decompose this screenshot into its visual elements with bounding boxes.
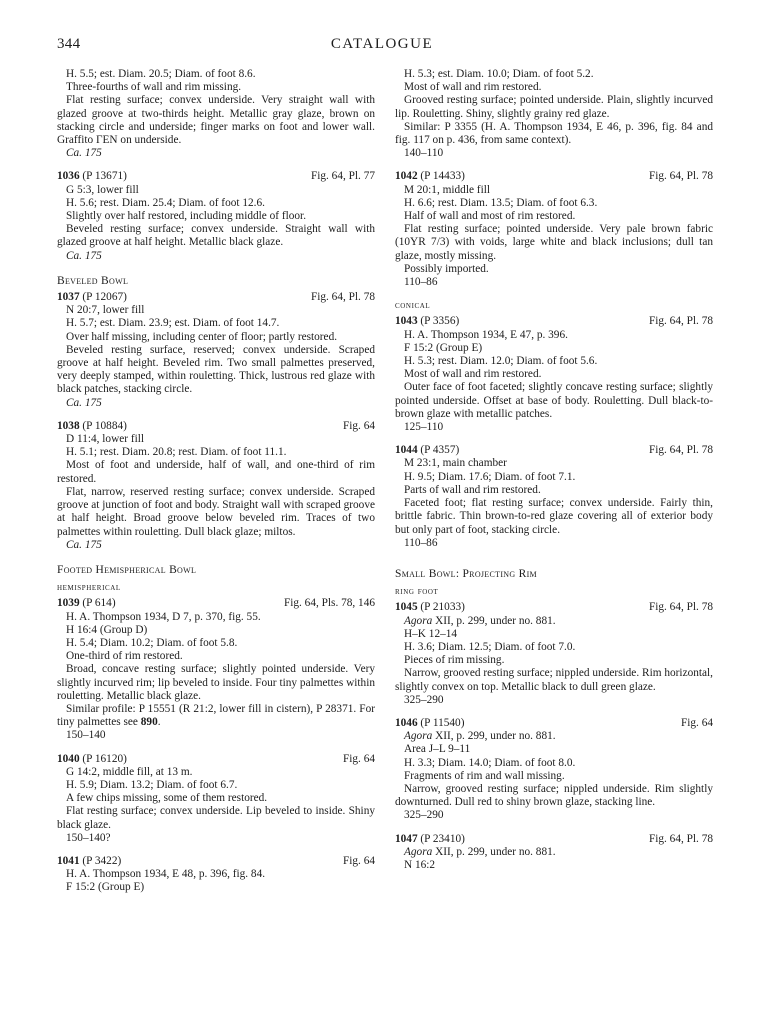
entry-date: 325–290 <box>404 693 444 706</box>
inventory-number: (P 11540) <box>420 716 465 729</box>
catalogue-entry-1045 <box>395 601 713 707</box>
figure-reference: Fig. 64, Pl. 77 <box>310 170 375 183</box>
entry-line: Area J–L 9–11 <box>404 743 471 756</box>
entry-date: 140–110 <box>404 147 444 160</box>
continued-entry <box>395 68 713 160</box>
entry-line: H. 5.3; rest. Diam. 12.0; Diam. of foot 5.6. <box>404 355 598 368</box>
entry-description: Outer face of foot faceted; slightly concave resting surface; slightly pointed underside. Offset at base of body. Rouletting. Dull black-to-brown glaze with metallic patches. <box>395 381 713 420</box>
entry-description: Grooved resting surface; pointed underside. Plain, slightly incurved lip. Rouletting. Shiny, slightly grainy red glaze. <box>395 94 713 120</box>
catalogue-entry-1038 <box>57 420 375 552</box>
entry-line: M 23:1, main chamber <box>404 457 507 470</box>
catalogue-entry-1039 <box>57 597 375 742</box>
figure-reference: Fig. 64 <box>342 419 375 432</box>
publication-reference <box>395 846 713 859</box>
figure-reference: Fig. 64, Pl. 78 <box>648 601 713 614</box>
entry-heading <box>395 717 713 730</box>
entry-heading <box>57 291 375 304</box>
inventory-number: (P 13671) <box>82 170 127 183</box>
entry-similar: Similar: P 3355 (H. A. Thompson 1934, E 46, p. 396, fig. 84 and fig. 117 on p. 436, from same context). <box>395 120 713 147</box>
entry-date: Ca. 175 <box>66 147 102 160</box>
entry-number: 1041 <box>57 854 80 867</box>
subsection-heading: hemispherical <box>57 582 121 594</box>
figure-reference: Fig. 64, Pl. 78 <box>310 291 375 304</box>
figure-reference: Fig. 64, Pl. 78 <box>648 315 713 328</box>
publication-reference <box>395 730 713 743</box>
entry-description: Beveled resting surface; convex underside. Straight wall with glazed groove at half height. Metallic black glaze. <box>57 223 375 249</box>
journal-name: Agora <box>404 845 433 858</box>
entry-line: Most of wall and rim restored. <box>404 368 542 381</box>
entry-date: Ca. 175 <box>66 249 102 262</box>
entry-number: 1038 <box>57 419 80 432</box>
entry-line: Pieces of rim missing. <box>404 654 505 667</box>
entry-line: H. A. Thompson 1934, E 47, p. 396. <box>404 328 568 341</box>
entry-description: Flat resting surface; convex underside. Very straight wall with glazed groove at two-thirds height. Metallic gray glaze, brown on stacking circle and underside; finger marks on foot and lower wall. Graffito ΓEN on underside. <box>57 94 375 147</box>
entry-line: H. A. Thompson 1934, D 7, p. 370, fig. 55. <box>66 610 261 623</box>
entry-line: H. 5.9; Diam. 13.2; Diam. of foot 6.7. <box>66 778 238 791</box>
entry-heading <box>395 315 713 328</box>
catalogue-entry-1036 <box>57 170 375 262</box>
entry-line: H–K 12–14 <box>404 627 458 640</box>
entry-date: 125–110 <box>404 421 444 434</box>
catalogue-entry-1041 <box>57 855 375 895</box>
entry-number: 1042 <box>395 170 418 183</box>
entry-number: 1036 <box>57 170 80 183</box>
catalogue-entry-1040 <box>57 753 375 845</box>
entry-heading <box>57 170 375 183</box>
entry-line: N 16:2 <box>404 858 436 871</box>
right-column <box>395 68 713 872</box>
cross-reference: 890 <box>140 716 158 729</box>
entry-date: Ca. 175 <box>66 396 102 409</box>
entry-description: Faceted foot; flat resting surface; convex underside. Fairly thin, brittle fabric. Thin brown-to-red glaze covering all of exterior body but only part of foot, stacking circle. <box>395 497 713 536</box>
entry-description: Flat resting surface; pointed underside. Very pale brown fabric (10YR 7/3) with voids, large white and black inclusions; dull tan glaze, mostly missing. <box>395 223 713 262</box>
entry-line: H. 3.6; Diam. 12.5; Diam. of foot 7.0. <box>404 640 576 653</box>
inventory-number: (P 3356) <box>420 315 460 328</box>
entry-description: Broad, concave resting surface; slightly pointed underside. Very slightly incurved rim; lip beveled to inside. Four tiny palmettes within rouletting. Metallic black glaze. <box>57 663 375 702</box>
entry-line: G 5:3, lower fill <box>66 183 139 196</box>
catalogue-entry-1037 <box>57 291 375 410</box>
entry-line: H 16:4 (Group D) <box>66 623 148 636</box>
entry-date: 110–86 <box>404 276 438 289</box>
entry-line: D 11:4, lower fill <box>66 433 145 446</box>
entry-line: Three-fourths of wall and rim missing. <box>66 81 242 94</box>
entry-number: 1040 <box>57 752 80 765</box>
subsection-heading: conical <box>395 300 431 312</box>
entry-line: A few chips missing, some of them restored. <box>66 792 268 805</box>
entry-line: H. 5.4; Diam. 10.2; Diam. of foot 5.8. <box>66 636 238 649</box>
inventory-number: (P 10884) <box>82 419 127 432</box>
entry-line: Parts of wall and rim restored. <box>404 483 541 496</box>
section-heading: Footed Hemispherical Bowl <box>57 563 197 576</box>
inventory-number: (P 16120) <box>82 752 127 765</box>
running-head: CATALOGUE <box>330 36 434 52</box>
entry-heading <box>57 753 375 766</box>
entry-date: 110–86 <box>404 536 438 549</box>
entry-line: F 15:2 (Group E) <box>66 881 145 894</box>
entry-date: Ca. 175 <box>66 538 102 551</box>
catalogue-entry-1047 <box>395 833 713 873</box>
entry-heading <box>395 444 713 457</box>
section-heading: Small Bowl: Projecting Rim <box>395 567 537 580</box>
entry-line: H. 5.3; est. Diam. 10.0; Diam. of foot 5.2. <box>404 68 594 80</box>
entry-date: 150–140 <box>66 729 106 742</box>
publication-text: XII, p. 299, under no. 881. <box>435 730 556 743</box>
figure-reference: Fig. 64, Pl. 78 <box>648 170 713 183</box>
entry-line: N 20:7, lower fill <box>66 304 145 317</box>
figure-reference: Fig. 64 <box>680 716 713 729</box>
journal-name: Agora <box>404 730 433 743</box>
entry-line: Half of wall and most of rim restored. <box>404 210 576 223</box>
entry-number: 1039 <box>57 597 80 610</box>
entry-line: Fragments of rim and wall missing. <box>404 769 565 782</box>
entry-line: F 15:2 (Group E) <box>404 341 483 354</box>
entry-description: Narrow, grooved resting surface; nippled underside. Rim slightly downturned. Dull red to shiny brown glaze, stacking line. <box>395 782 713 809</box>
entry-line: H. A. Thompson 1934, E 48, p. 396, fig. 84. <box>66 868 266 881</box>
figure-reference: Fig. 64, Pls. 78, 146 <box>283 597 375 610</box>
figure-reference: Fig. 64, Pl. 78 <box>648 444 713 457</box>
left-column <box>57 68 375 895</box>
entry-heading <box>57 855 375 868</box>
catalogue-entry-1042 <box>395 170 713 289</box>
catalogue-entry-1044 <box>395 444 713 550</box>
inventory-number: (P 14433) <box>420 170 465 183</box>
entry-line: H. 5.7; est. Diam. 23.9; est. Diam. of foot 14.7. <box>66 317 280 330</box>
entry-line: One-third of rim restored. <box>66 650 183 663</box>
entry-heading <box>57 420 375 433</box>
inventory-number: (P 3422) <box>82 854 122 867</box>
entry-line: Most of wall and rim restored. <box>404 81 542 94</box>
entry-line: G 14:2, middle fill, at 13 m. <box>66 765 193 778</box>
entry-note: Possibly imported. <box>404 262 489 275</box>
inventory-number: (P 614) <box>82 597 116 610</box>
entry-condition: Over half missing, including center of floor; partly restored. <box>66 330 338 343</box>
entry-number: 1044 <box>395 444 418 457</box>
entry-line: H. 5.5; est. Diam. 20.5; Diam. of foot 8.6. <box>66 68 256 80</box>
entry-date: 325–290 <box>404 809 444 822</box>
page-number: 344 <box>57 36 81 52</box>
entry-similar: Similar profile: P 15551 (R 21:2, lower fill in cistern), P 28371. For tiny palmettes see 890. <box>57 702 375 729</box>
entry-line: M 20:1, middle fill <box>404 183 490 196</box>
entry-number: 1043 <box>395 315 418 328</box>
section-heading: Beveled Bowl <box>57 274 129 287</box>
entry-number: 1045 <box>395 601 418 614</box>
catalogue-entry-1043 <box>395 315 713 434</box>
entry-description: Flat, narrow, reserved resting surface; convex underside. Scraped groove at junction of foot and body. Straight wall with scraped groove at half height. Broad groove below beveled rim. Traces of two palmettes within rouletting. Dull black glaze; miltos. <box>57 485 375 538</box>
similar-text: Similar profile: P 15551 (R 21:2, lower fill in cistern), P 28371. For tiny palmettes see <box>57 702 375 729</box>
entry-line: Slightly over half restored, including middle of floor. <box>66 210 307 223</box>
entry-condition: Most of foot and underside, half of wall, and one-third of rim restored. <box>57 459 375 485</box>
inventory-number: (P 4357) <box>420 444 460 457</box>
entry-description: Flat resting surface; convex underside. Lip beveled to inside. Shiny black glaze. <box>57 805 375 831</box>
inventory-number: (P 12067) <box>82 291 127 304</box>
figure-reference: Fig. 64 <box>342 752 375 765</box>
publication-text: XII, p. 299, under no. 881. <box>435 845 556 858</box>
entry-line: H. 9.5; Diam. 17.6; Diam. of foot 7.1. <box>404 470 576 483</box>
entry-line: H. 5.6; rest. Diam. 25.4; Diam. of foot 12.6. <box>66 196 265 209</box>
entry-heading <box>395 601 713 614</box>
entry-heading <box>57 597 375 610</box>
publication-text: XII, p. 299, under no. 881. <box>435 614 556 627</box>
figure-reference: Fig. 64, Pl. 78 <box>648 832 713 845</box>
publication-reference <box>395 615 713 628</box>
entry-number: 1046 <box>395 716 418 729</box>
entry-number: 1047 <box>395 832 418 845</box>
journal-name: Agora <box>404 614 433 627</box>
entry-line: H. 3.3; Diam. 14.0; Diam. of foot 8.0. <box>404 756 576 769</box>
entry-line: H. 5.1; rest. Diam. 20.8; rest. Diam. of foot 11.1. <box>66 446 287 459</box>
catalogue-entry-1046 <box>395 717 713 823</box>
entry-description: Beveled resting surface, reserved; convex underside. Scraped groove at half height. Beveled rim. Two small palmettes preserved, very deeply stamped, within rouletting. Thick, lustrous red glaze with black patches, stacking circle. <box>57 343 375 396</box>
continued-entry <box>57 68 375 160</box>
entry-date: 150–140? <box>66 831 111 844</box>
entry-heading <box>395 833 713 846</box>
entry-number: 1037 <box>57 291 80 304</box>
subsection-heading: ring foot <box>395 586 439 598</box>
inventory-number: (P 23410) <box>420 832 465 845</box>
entry-description: Narrow, grooved resting surface; nippled underside. Rim horizontal, slightly convex on top. Metallic black to dull green glaze. <box>395 667 713 693</box>
figure-reference: Fig. 64 <box>342 854 375 867</box>
entry-line: H. 6.6; rest. Diam. 13.5; Diam. of foot 6.3. <box>404 196 598 209</box>
entry-heading <box>395 170 713 183</box>
inventory-number: (P 21033) <box>420 601 465 614</box>
